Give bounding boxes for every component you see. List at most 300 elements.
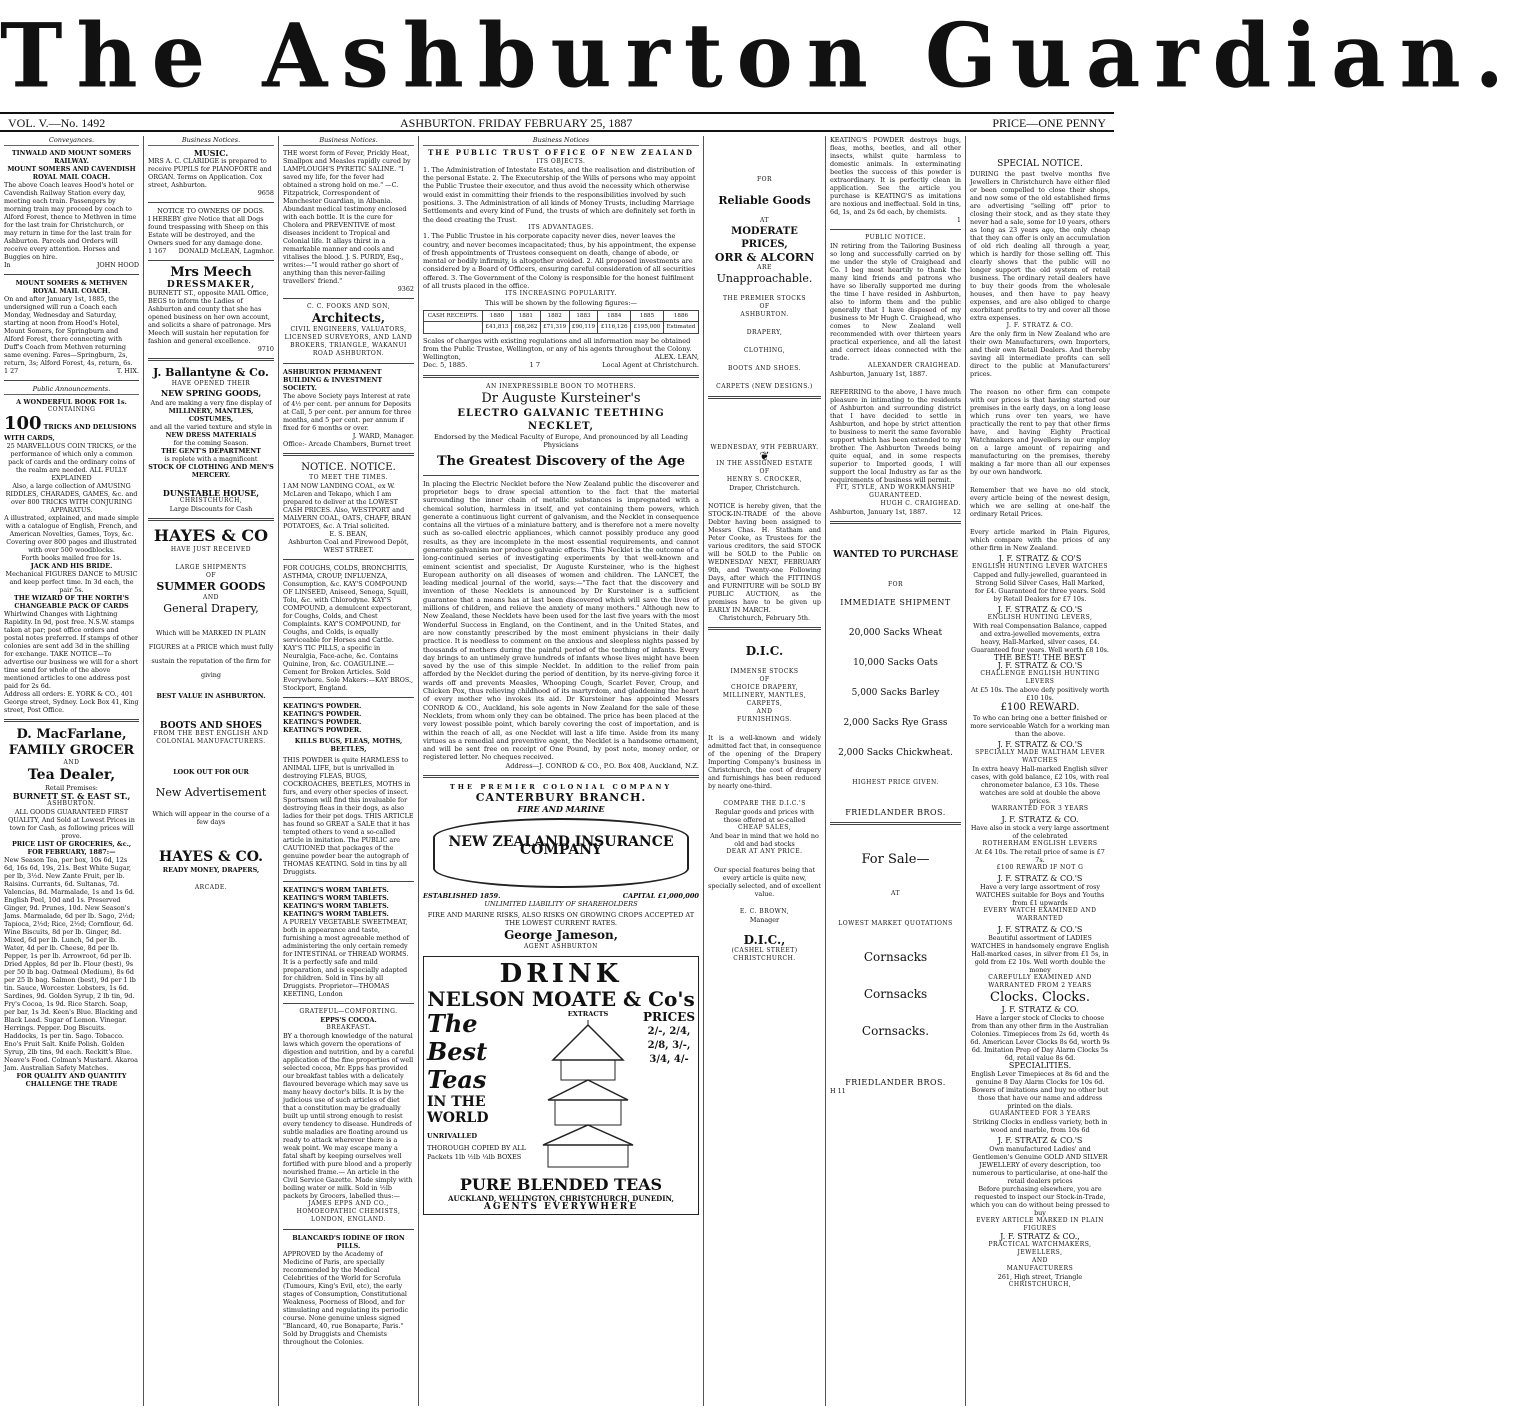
ad-text: HENRY S. CROCKER, [726,476,803,483]
ad-number: 9362 [397,285,414,293]
ad-text: AT [890,890,900,897]
ad-title: D.I.C., [743,933,786,947]
ad-body: FIRE AND MARINE RISKS, ALSO RISKS ON GROWING CROPS ACCEPTED AT THE LOWEST CURRENT RATES. [427,911,695,928]
ad-text: NEW SPRING GOODS, [160,388,262,398]
ad-text: AGENT ASHBURTON [524,942,598,950]
ad-text: CARPETS (NEW DESIGNS.) [716,383,813,390]
ad-kay [283,564,414,692]
ad-cornsacks [830,830,961,1095]
table-cell: £116,126 [598,322,631,333]
ad-body: On and after January 1st, 1885, the undersigned will run a Coach each Monday, Wednesday and Saturday, starting at noon from Hood's Hotel, Mount Somers, for Springburn and Alford Forest, there connecting with Duff's Coach from Methven returning same evening. Fares—Springburn, 2s, return, 3s; Alford Forest, 4s, return, 6s. [4,295,133,367]
section-head: Public Announcements. [4,385,139,395]
ad-text: IN THE ASSIGNED ESTATE [716,460,813,467]
section-head: Business Notices. [148,136,274,146]
ad-text: The [427,1009,478,1039]
ad-body: IN retiring from the Tailoring Business so long and successfully carried on by me under the style of Craighead and Co. I beg most heartily to thank the many kind friends and patrons who have so liberally supported me during the time I have resided in Ashburton, also to inform them and the public generally that I have disposed of my business to Mr Hugh C. Craighead, who comes to New Zealand well recommended with over thirteen years practical experience, and all the latest and correct ideas connected with the trade. [830,242,961,362]
ad-date: WEDNESDAY, 9TH FEBRUARY. [710,444,819,451]
ad-title: GRATEFUL—COMFORTING. [299,1008,398,1015]
ad-signature: George Jameson, [504,927,618,942]
receipts-table [423,310,699,334]
ad-body: DURING the past twelve months five Jewellers in Christchurch have either filed or been compelled to close their shops, and now some of the old established firms are advertising "selling off" prior to closing their stock, and as they state they never had a sale, some for 10 years, others as long as 23 years ago, the only cheap that they can offer is only an accumulation of old rich dealing all through a year, which is hardly for those selling off. This clearly shows that the public will no longer support the old system of retail business. The ordinary retail dealers have to buy their goods from the wholesale houses, and then have to pay heavy expenses, and are also obliged to charge exorbitant profits to try and cover all those extra expenses. [970,170,1110,322]
ad-text: CLOTHING, [743,347,786,354]
section-head: Conveyances. [4,136,139,146]
ad-title: THE PUBLIC TRUST OFFICE OF NEW ZEALAND [428,148,694,158]
ad-text: MODERATE PRICES, [731,226,798,250]
ad-line: KEATING'S POWDER. [283,702,362,710]
ad-text: AT [759,217,769,224]
ad-title: HAYES & CO [153,526,269,545]
section-head: Business Notices. [283,136,414,146]
ad-firm: J. F. STRATZ & CO.'S [997,740,1083,749]
ad-body: A illustrated, explained, and made simple with a catalogue of English, French, and American Novelties, Games, Toys, &c. Covering over 800 pages and illustrated with over 500 woodblocks. [4,514,139,554]
ad-title: Architects, [311,311,386,325]
ad-text: New Advertisement [155,786,267,799]
columns [0,136,1114,1411]
ad-title: D.I.C. [745,644,784,658]
ad-number: H 11 [830,1087,846,1095]
column-1 [0,136,143,1406]
ad-text: MILLINERY, MANTLES, COSTUMES, [168,407,254,423]
ad-orr-alcorn [708,136,821,391]
ad-dic [708,635,821,963]
ad-macfarlane-grocer [4,727,139,1088]
ad-product: ENGLISH HUNTING LEVER WATCHES [971,563,1109,570]
ad-title: Tea Dealer, [27,767,116,783]
ad-text: CONTAINING [47,406,96,413]
ad-hayes [148,526,274,892]
table-row [424,310,699,321]
ad-text: PURE BLENDED TEAS [459,1174,663,1194]
ad-firm: J. F. STRATZ & CO.'S [997,874,1083,883]
ad-item: 2,000 Sacks Chickwheat. [838,748,953,758]
ad-body: 25 MARVELLOUS COIN TRICKS, or the performance of which only a common pack of cards and the ordinary coins of the realm are needed. ALL FULLY EXPLAINED [6,442,137,482]
ad-place: Wellington, [423,353,461,362]
ad-title: PUBLIC NOTICE. [865,234,926,241]
ad-title: JACK AND HIS BRIDE. [30,562,113,570]
ad-signature: J. WARD, Manager. [352,432,414,440]
column-3 [278,136,418,1406]
ad-text: IMMEDIATE SHIPMENT [840,598,951,607]
ad-firm: J. F. STRATZ & CO.'S [997,605,1083,614]
ad-date: Dec. 5, 1885. [423,361,468,370]
ad-text: £100 REWARD. [1000,702,1080,713]
ad-text: Regular goods and prices with those offered at so-called [714,808,815,824]
ad-body: I AM NOW LANDING COAL, ex W. McLaren and Tekapo, which I am prepared to deliver at the LOWEST CASH PRICES. Also, WESTPORT and MALVERN COAL, OATS, CHAFF, BRAN POTATOES, &c. A Trial solicited. [283,482,412,530]
ad-body: It is a well-known and widely admitted fact that, in consequence of the opening of the Drapery Importing Company's business in Christchurch, the cost of drapery and furnishings has been reduced by nearly one-third. [708,734,821,790]
column-2 [143,136,278,1406]
ad-text: AUCKLAND, WELLINGTON, CHRISTCHURCH, DUNEDIN, [448,1193,674,1203]
ad-product: SPECIALLY MADE WALTHAM LEVER WATCHES [975,749,1105,764]
table-cell: 1885 [631,310,664,321]
ad-firm: J. F. STRATZ & CO'S [998,554,1082,563]
ad-address: Address—J. CONROD & CO., P.O. Box 408, Auckland, N.Z. [505,761,699,770]
ad-body: Have a larger stock of Clocks to choose from than any other firm in the Australian Colonies. Timepieces from 2s 6d, worth 4s 6d. American Lever Clocks 8s 6d, worth 9s 6d. Imitation Prep of Day Alarm Clocks 5s 6d, retail value 8s 6d. [970,1014,1110,1062]
ad-text: £100 REWARD IF NOT G [996,864,1084,871]
ad-text: UNLIMITED LIABILITY OF SHAREHOLDERS [484,899,638,908]
ad-subtitle: ITS ADVANTAGES. [528,223,594,231]
ad-ballantyne [148,366,274,513]
ad-title: KILLS BUGS, FLEAS, MOTHS, BEETLES, [294,737,403,753]
ad-body: APPROVED by the Academy of Medicine of Paris, are specially recommended by the Medical Celebrities of the World for Scrofula (Tumours, King's Evil, etc), the early stages of Consumption, Constitutional Weakness, Poorness of Blood, and for stimulating and regulating its periodic course. None genuine unless signed "Blancard, 40, rue Bonaparte, Paris." Sold by Druggists and Chemists throughout the Colonies. [283,1250,409,1346]
ad-title: PRICE LIST OF GROCERIES, &c., [11,840,132,848]
ad-fooks [283,303,414,358]
ad-text: Best Teas [427,1037,488,1095]
ad-body: BURNETT ST., opposite MAIL Office, BEGS to inform the Ladies of Ashburton and county that she has opened business on her own account, and solicits a share of patronage. Mrs Meech will sustain her reputation for fashion and general excellence. [148,289,272,345]
ad-text: TRICKS AND DELUSIONS WITH CARDS, [4,423,137,442]
ad-text: IN THE WORLD [427,1094,489,1127]
ad-body: Striking Clocks in endless variety, both in wood and marble, from 10s 6d [972,1118,1108,1134]
ad-date: Christchurch, February 5th. [719,614,810,622]
ad-body: REFERRING to the above, I have much pleasure in intimating to the residents of Ashburton and surrounding district that I have decided to settle in Ashburton, and hope by strict attention to business to merit the same favorable support which has been extended to my brother. The Ashburton Tweeds being quite equal, and in some respects superior to Imported goods, I will support the local Industry as far as the requirements of business will permit. [830,388,961,484]
ad-signature: DONALD McLEAN, Lagmhor. [178,247,274,255]
flourish-icon: ❦ [759,449,770,463]
ad-text: LOOK OUT FOR OUR [173,768,249,776]
ad-title: J. Ballantyne & Co. [153,366,269,379]
ad-firm: J. F. STRATZ & CO. [1006,322,1074,329]
ad-agent: Local Agent at Christchurch. [602,361,699,370]
table-cell: 1883 [569,310,598,321]
ad-body: The above Coach leaves Hood's hotel or Cavendish Railway Station every day, meeting each train. Passengers by morning train may proceed by coach to Alford Forest, thence to Methven in time for the last train for Christchurch, or may return in time for the last train for Ashburton. Parcels and Orders will receive every attention. Horses and Buggies on hire. [4,181,137,261]
ad-body: Are the only firm in New Zealand who are their own Manufacturers, own Importers, and their own Retail Dealers. And thereby saving all intermediate profits can sell direct to the public at Manufacturers' prices. [970,330,1110,378]
ad-text: COMPARE THE D.I.C.'S [723,800,806,807]
ad-text: DUNSTABLE HOUSE, [162,488,260,498]
ad-product: CHALLENGE ENGLISH HUNTING LEVERS [980,670,1100,685]
ad-capital: CAPITAL £1,000,000 [622,891,699,900]
ad-text: FROM THE BEST ENGLISH AND COLONIAL MANUFACTURERS. [153,730,269,745]
ad-text: ASHBURTON. [47,800,96,807]
table-cell: £90,119 [569,322,598,333]
ad-text: And are making a very fine display of [150,399,272,407]
ad-text: THE PREMIER STOCKS [723,295,806,302]
ad-brand: NELSON MOATE & Co's [427,987,695,1012]
ad-text: LARGE SHIPMENTS [175,564,247,571]
ad-public-trust [423,149,699,369]
ad-coach-1 [4,149,139,269]
ad-body: Scales of charges with existing regulations and all information may be obtained from the Public Trustee, Wellington, or any of his agents throughout the Colony. [423,336,692,353]
ad-text: OF [759,303,770,310]
dateline [0,112,1114,132]
ad-text: AND [203,594,219,601]
ad-body: English Lever Timepieces at 8s 6d and the genuine 8 Day Alarm Clocks for 10s 6d. Bowers of imitations and buy no other but those that have our name and address printed on the dials. [970,1070,1110,1110]
ad-title: A WONDERFUL BOOK FOR 1s. [16,398,127,406]
ad-subtitle: ITS INCREASING POPULARITY. [505,290,617,298]
ad-text: PRICES [643,1010,695,1025]
ad-title: THE PREMIER COLONIAL COMPANY [449,783,673,791]
ad-item: 20,000 Sacks Wheat [848,628,943,638]
ad-text: BOOTS AND SHOES. [727,365,802,372]
ad-firm: J. F. STRATZ & CO., [1000,1232,1080,1241]
ad-body: In placing the Electric Necklet before the New Zealand public the discoverer and proprietor begs to draw special attention to the fact that the material surrounding the inner chain of metallic substances is impregnated with a chemical solution, harmless in itself, and yet containing them powers, which generate a continuous light current of galvanism, and the Necklet in consequence contains all the virtues of a miniature battery, and is therefore not a mere novelty such as so-called electric appliances, which cannot possibly produce any good results, as they are incomplete in the most essential requirements, and cannot generate galvanism nor produce galvanic effects. This Necklet is the outcome of a long-continued series of investigating experiments by that well-known and eminent scientist and specialist, Dr Auguste Kursteiner, who is the highest European authority on all diseases of women and children. The LANCET, the leading medical journal of the world, says:—"The fact that the discovery and invention of these Necklets is announced by Dr Kursteiner is a sufficient guarantee that a means has at last been discovered which will save the lives of millions of children, and relieve the anxiety of many mothers." Although new to New Zealand, these Necklets have been used for the last five years with the most Wonderful Success in England, on the Continent, and in the United States, and are now constantly prescribed by the most eminent physicians in their daily practice. It is needless to comment on the anxious and sleepless nights passed by thousands of mothers during the painful period of the teething of infants. Every day brings to an untimely grave hundreds of infants whose lives might have been saved by the use of this simple Necklet. In addition to the relief from pain afforded by the Necklet during the period of dentition, by its nerve-giving force it wards off and prevents Measles, Whooping Cough, Scarlet Fever, Croup, and Chicken Pox, thus relieving childhood of its martyrdom, and gladdening the heart of every mother who invokes its aid. Dr Kursteiner has appointed Messrs CONROD & CO., Auckland, his sole agents in New Zealand for the sale of these Necklets, from whom only they can be obtained. The price has been placed at the very lowest possible point, which barely covering the cost of importation, and is within the reach of all, as one Necklet will last a life time. Aside from its many virtues as a remedial and preventive agent, the Necklet is a handsome ornament, and will be sent free on receipt of One Pound, by post note, money order, or registered letter. No cheques received. [423,479,699,762]
ad-body: Our special features being that every article is quite new, specially selected, and of excellent value. [708,866,821,898]
ad-body: BY a thorough knowledge of the natural laws which govern the operations of digestion and nutrition, and by a careful application of the fine properties of well selected cocoa, Mr. Epps has provided our breakfast tables with a delicately flavoured beverage which may save us many heavy doctor's bills. It is by the judicious use of such articles of diet that a constitution may be gradually built up until strong enough to resist every tendency to disease. Hundreds of subtle maladies are floating around us ready to attack wherever there is a weak point. We may escape many a fatal shaft by keeping ourselves well fortified with pure blood and a properly nourished frame.— An article in the Civil Service Gazette. Made simply with boiling water or milk. Sold in ½lb packets by Grocers, labelled thus:— [283,1032,414,1200]
ad-text: Unapproachable. [716,272,813,285]
ad-text: BOOTS AND SHOES [159,721,263,731]
ad-title: D. MacFarlane, [16,727,127,742]
ad-item: 5,000 Sacks Barley [851,688,940,698]
ad-signature: HUGH C. CRAIGHEAD. [880,500,961,507]
ad-body: I HEREBY give Notice that all Dogs found trespassing with Sheep on this Estate will be destroyed, and the Owners sued for any damage done. [148,215,269,247]
ad-text: EVERY ARTICLE MARKED IN PLAIN FIGURES [976,1217,1104,1232]
table-cell: 1886 [663,310,698,321]
ad-date: Ashburton, January 1st, 1887. [830,370,928,378]
ad-text: Which will appear in the course of a few days [152,810,270,826]
ad-address: Ashburton Coal and Firewood Depôt, WEST STREET. [288,538,409,554]
ad-text: DRAPERY, [746,329,783,336]
ad-body: Have a very large assortment of rosy WATCHES suitable for Boys and Youths from £1 upwards [975,883,1105,907]
ad-signature: ALEXANDER CRAIGHEAD. [867,362,961,369]
ad-number: 9658 [257,189,274,197]
ad-text: MILLINERY, MANTLES, [722,692,807,699]
ad-text: STOCK OF CLOTHING AND MEN'S MERCERY. [148,463,274,479]
ad-text: NEW DRESS MATERIALS [165,431,257,439]
ad-firm: J. F. STRATZ & CO. [1001,1005,1079,1014]
ad-line: KEATING'S WORM TABLETS. [283,902,389,910]
ad-text: is replete with a magnificent [164,455,258,463]
ad-text: WARRANTED FOR 3 YEARS [991,805,1089,812]
ad-big-number: 100 [4,413,42,434]
ad-text: OF [759,676,770,683]
ad-text: CHRISTCHURCH, [1008,1281,1072,1288]
table-cell: £195,000 [631,322,664,333]
ad-title: SPECIALITIES. [1008,1061,1072,1070]
ad-address: BURNETT ST. & EAST ST., [12,791,131,801]
ad-body: MRS A. C. CLARIDGE is prepared to receive PUPILS for PIANOFORTE and ORGAN. Terms on Application. Cox street, Ashburton. [148,157,272,189]
ad-text: Draper, Christchurch. [729,484,800,492]
ad-wonderful-book [4,398,139,714]
ad-text: UNRIVALLED [427,1132,478,1141]
ad-coal [283,461,414,554]
ad-body: Every article marked in Plain Figures, which compare with the prices of any other firm in New Zealand. [970,528,1110,552]
pagoda-illustration [533,1020,643,1170]
ad-subtitle: ELECTRO GALVANIC TEETHING NECKLET, [457,408,665,433]
ad-footer: FOR QUALITY AND QUANTITY CHALLENGE THE TRADE [16,1072,127,1088]
ad-body: KEATING'S POWDER destroys bugs, fleas, moths, beetles, and all other insects, whilst quite harmless to domestic animals. In exterminating beetles the success of this powder is extraordinary. It is perfectly clean in application. See the article you purchase is KEATING'S as imitations are noxious and ineffectual. Sold in tins, 6d, 1s, and 2s 6d each, by chemists. [830,136,961,216]
ad-established: ESTABLISHED 1859. [423,891,501,900]
ad-signature: E. C. BROWN, [739,908,790,915]
ad-keating-short [830,136,961,224]
column-4 [418,136,703,1406]
ad-signature: T. HIX. [116,367,139,375]
ad-text: FURNISHINGS. [737,716,792,723]
table-cell: £68,262 [511,322,540,333]
ad-body: In extra heavy Hall-marked English silver cases, with gold balance, £2 10s, with real chronometer balance, £3 10s. These watches are sold at double the above prices. [971,765,1109,805]
ad-music [148,149,274,197]
ad-body: Own manufactured Ladies' and Gentlemen's Genuine GOLD AND SILVER JEWELLERY of every description, too numerous to particularise, at one-half the retail dealers prices [972,1145,1108,1185]
ad-signature: FRIEDLANDER BROS. [845,1078,946,1087]
ad-text: And bear in mind that we hold no old and bad stocks [710,832,819,848]
ad-text: CHOICE DRAPERY, [731,684,798,691]
ad-title: EPPS'S COCOA. [320,1016,377,1024]
ad-headline: The Greatest Discovery of the Age [436,453,686,469]
ad-blancard [283,1234,414,1346]
ad-title: C. C. FOOKS AND SON, [307,303,390,310]
ad-body: At £4 10s. The retail price of same is £7 7s. [975,848,1105,864]
ad-text: THOROUGH COPIED BY ALL Packets 1lb ½lb ¼lb BOXES [427,1144,526,1161]
ad-address: Address all orders: E. YORK & CO., 401 George street, Sydney. Lock Box 41, King street, Post Office. [4,690,139,714]
price: PRICE—ONE PENNY [992,116,1106,130]
ad-title: NOTICE. NOTICE. [301,462,396,473]
ad-item: Cornsacks [863,950,928,964]
ad-body: The above Society pays Interest at rate of 4½ per cent. per annum for Deposits at Call, 5 per cent. per annum for three months, and 5 per cent. per annum if fixed for 6 months or over. [283,392,412,432]
ad-text: EVERY WATCH EXAMINED AND WARRANTED [983,907,1097,922]
ad-body: 1. The Public Trustee in his corporate capacity never dies, never leaves the country, and never becomes incapacitated; thus, by his appointment, the expense of fresh appointments of Trustees consequent on death, change of abode, or mental or bodily infirmity, is altogether avoided. 2. All proposed investments are considered by a Board of Officers, ensuring careful consideration of all securities offered. 3. The Government of the Colony is responsible for the honest fulfilment of all trusts placed in the office. [423,232,696,291]
ad-body: Also, a large collection of AMUSING RIDDLES, CHARADES, GAMES, &c. and over 800 TRICKS WITH CONJURING APPARATUS. [5,482,138,514]
ad-body: Mechanical FIGURES DANCE to MUSIC and keep perfect time. In 3d each, the pair 5s. [5,570,138,594]
ad-product: ENGLISH HUNTING LEVERS, [987,614,1093,621]
ad-body: At £5 10s. The above defy positively worth £10 10s. [971,686,1109,702]
ad-text: IMMENSE STOCKS [730,668,799,675]
ad-text: CHEAP SALES, [737,824,792,831]
ad-stratz [970,136,1110,1289]
ad-subtitle: MOUNT SOMERS AND CAVENDISH ROYAL MAIL COACH. [7,165,136,181]
ad-text: OF [759,468,770,475]
table-cell: 1884 [598,310,631,321]
logo-text: NEW ZEALAND INSURANCE COMPANY [448,833,674,858]
ad-text: READY MONEY, DRAPERS, [162,866,260,874]
ad-line: KEATING'S WORM TABLETS. [283,894,389,902]
ad-title: NOTICE TO OWNERS OF DOGS. [157,207,265,215]
ad-body: To who can bring one a better finished or more serviceable Watch for a working man than the above. [970,714,1110,738]
ad-text: Manager [749,916,780,924]
ad-coach-2 [4,279,139,375]
ad-kicker: AN INEXPRESSIBLE BOON TO MOTHERS. [486,382,636,390]
ad-text: Endorsed by the Medical Faculty of Europe, And pronounced by all Leading Physicians [434,433,688,450]
ad-subtitle: TO MEET THE TIMES. [309,474,388,481]
ad-title: MUSIC. [193,148,229,158]
ad-text: and all the varied texture and style in [150,423,272,431]
ad-item: Cornsacks [863,987,928,1001]
ad-text: ASHBURTON. [740,311,789,318]
ad-fever [283,149,414,293]
ad-text: HAVE OPENED THEIR [171,380,251,387]
ad-text: PRACTICAL WATCHMAKERS, JEWELLERS, [988,1241,1092,1256]
ad-text: for the coming Season. [173,439,249,447]
table-cell: £41,813 [483,322,512,333]
ad-text: GUARANTEED FOR 3 YEARS [989,1110,1091,1117]
ad-text: CARPETS, [746,700,783,707]
volume-number: VOL. V.—No. 1492 [8,116,106,130]
ad-text: AND [1032,1257,1048,1264]
ad-craighead [830,234,961,516]
ad-place: In [4,261,11,269]
ad-title: MOUNT SOMERS & METHVEN ROYAL MAIL COACH. [15,279,128,295]
ad-signature: ALEX. LEAN, [654,353,699,362]
ad-dogs [148,207,274,255]
ad-text: FIRE AND MARINE [517,804,605,815]
ad-text: This will be shown by the following figures:— [484,298,638,307]
ad-item: Cornsacks. [861,1024,930,1038]
ad-keating-powder [283,702,414,876]
ad-text: CAREFULLY EXAMINED AND WARRANTED FROM 2 YEARS [988,974,1092,989]
ad-text: EXTRACTS [567,1010,609,1019]
ad-title: DRINK [499,959,623,990]
ad-text: HIGHEST PRICE GIVEN. [852,779,939,786]
ad-text: CHRISTCHURCH. [733,955,796,962]
ad-text: LOWEST MARKET QUOTATIONS [838,920,953,927]
ad-signature: JAMES EPPS AND CO., HOMOEOPATHIC CHEMISTS, LONDON, ENGLAND. [296,1200,401,1223]
ad-body: CIVIL ENGINEERS, VALUATORS, LICENSED SURVEYORS, AND LAND BROKERS, TRIANGLE, WAKANUI ROAD ASHBURTON. [284,326,413,357]
ad-text: ARCADE. [194,884,228,891]
insurance-logo [433,818,689,888]
column-6 [825,136,965,1406]
ad-title: ASHBURTON PERMANENT BUILDING & INVESTMENT SOCIETY. [283,368,383,392]
ad-body: ALL GOODS GUARANTEED FIRST QUALITY, And Sold at Lowest Prices in town for Cash, as following prices will prove. [8,808,135,840]
ad-body: With real Compensation Balance, capped and extra-jewelled movements, extra heavy, Hall-Marked, silver cases, £4. Guaranteed four years. Well worth £8 10s. [971,622,1109,654]
ad-body: Remember that we have no old stock, every article being of the newest design, which we are selling at one-half the ordinary Retail Prices. [970,486,1110,518]
ad-text: CHRISTCHURCH, [179,497,243,504]
ad-text: FIT, STYLE, AND WORKMANSHIP GUARANTEED. [835,484,956,499]
ad-number: 1 27 [4,367,19,375]
ad-line: KEATING'S POWDER. [283,726,362,734]
column-7 [965,136,1114,1406]
ad-number: 1 7 [529,361,541,370]
ad-title: SPECIAL NOTICE. [997,159,1083,169]
ad-title: Dr Auguste Kursteiner's [481,391,641,407]
ad-text: Retail Premises: [45,784,98,792]
ad-subtitle: DRESSMAKER, [166,280,256,290]
ad-text: AGENTS EVERYWHERE [483,1201,639,1212]
ad-title: FAMILY GROCER [8,743,135,758]
ad-body: THE worst form of Fever, Prickly Heat, Smallpox and Measles rapidly cured by LAMPLOUGH'S PYRETIC SALINE. "I saved my life, for the fever had obtained a strong hold on me." —C. Fitzpatrick, Correspondent of Manchester Guardian, in Albania. Abundant medical testimony enclosed with each bottle. It is the cure for Cholera and PREVENTIVE of most diseases incident to Tropical and Colonial life. It allays thirst in a remarkable manner and cools and vitalises the blood. J. S. PURDY, Esq., writes:—"I would rather go short of anything than this never-failing travellers' friend." [283,149,411,285]
ad-title: HAYES & CO. [159,849,263,865]
table-cell: 1881 [511,310,540,321]
ad-body: The reason no other firm can compete with our prices is that having started our premises in the early days, on a long lease which runs over ten years, we have practically the rent to pay that other firms have, and having Eighty Practical Watchmakers and Jewellers in our employ on a large amount of repairing and manufacturing on the premises, thereby making a far more than all our expenses by our own handwork. [970,388,1110,476]
ad-number: 9710 [257,345,274,353]
ad-product: ROTHERHAM ENGLISH LEVERS [982,840,1098,847]
ad-signature: FRIEDLANDER BROS. [845,808,946,817]
ad-number: 1 167 [148,247,167,255]
ad-body: Beautiful assortment of LADIES WATCHES in handsomely engrave English Hall-marked cases, in silver from £1 5s, in gold from £2 10s. Well worth double the money [971,934,1109,974]
place-date: ASHBURTON. FRIDAY FEBRUARY 25, 1887 [400,116,633,130]
ad-text: FOR [756,176,773,183]
ad-keating-worm [283,886,414,998]
ad-body: NOTICE is hereby given, that the STOCK-IN-TRADE of the above Debtor having been assigned to Messrs Chas. H. Statham and Peter Cooke, as Trustees for the various creditors, the said STOCK will be SOLD to the Public on WEDNESDAY NEXT, FEBRUARY 9th, and Twenty-one Following Days, after which the FITTINGS and FURNITURE will be SOLD BY PUBLIC AUCTION, as the premises have to be given up EARLY IN MARCH. [708,502,821,614]
ad-address: 261, High street, Triangle [997,1273,1083,1281]
ad-subtitle: CANTERBURY BRANCH. [475,791,647,805]
ad-body: Capped and fully-jewelled, guaranteed in Strong Solid Silver Cases, Hall Marked, for £4. Guaranteed for three years. Sold by Retail Dealers for £7 10s. [973,571,1107,603]
ad-kursteiner [423,383,699,770]
ad-title: WANTED TO PURCHASE [832,550,958,560]
ad-number: 1 [956,216,961,224]
masthead [0,0,1518,112]
ad-body: THIS POWDER is quite HARMLESS to ANIMAL LIFE, but is unrivalled in destroying FLEAS, BUGS, COCKROACHES, BEETLES, MOTHS in furs, and every other species of insect. Sportsmen will find this invaluable for destroying fleas in their dogs, as also ladies for their pet dogs. THIS ARTICLE has found so GREAT a SALE that it has tempted others to vend a so-called article in imitation. The PUBLIC are CAUTIONED that packages of the genuine powder bear the autograph of THOMAS KEATING. Sold in tins by all Druggists. [283,756,414,876]
ad-text: THE GENT'S DEPARTMENT [161,447,261,455]
ad-text: AND [756,708,773,715]
ad-text: Reliable Goods [718,194,811,207]
ad-body: A PURELY VEGETABLE SWEETMEAT, both in appearance and taste, furnishing a most agreeable method of administering the only certain remedy for INTESTINAL or THREAD WORMS. It is a perfectly safe and mild preparation, and is especially adapted for children. Sold in Tins by all Druggists. Proprietor—THOMAS KEETING, London [283,918,409,998]
ad-text: (CASHEL STREET) [731,947,798,954]
ad-text: General Drapery, [163,602,259,615]
table-cell: 1880 [483,310,512,321]
ad-title: BLANCARD'S IODINE OF IRON PILLS. [292,1234,405,1250]
ad-address: Office:- Arcade Chambers, Burnet treet [283,440,411,448]
ad-line: KEATING'S POWDER. [283,718,362,726]
ad-title: Mrs Meech [170,265,252,280]
ad-firm: J. F. STRATZ & CO.'S [997,661,1083,670]
ad-body: FOR COUGHS, COLDS, BRONCHITIS, ASTHMA, CROUP, INFLUENZA, Consumption, &c. KAY'S COMPOUND OF LINSEED, Aniseed, Senega, Squill, Tolu, &c. with Chlorodyne. KAY'S COMPOUND, a demulcent expectorant, for Coughs, Colds, and Chest Complaints. KAY'S COMPOUND, for Coughs, and Colds, is equally serviceable for Horses and Cattle. KAY'S TIC PILLS, a specific in Neuralgia, Face-ache, &c. Contains Quinine, Iron, &c. COAGULINE.—Cement for Broken Articles. Sold Everywhere. Sole Makers:—KAY BROS., Stockport, England. [283,564,414,692]
ad-title: Clocks. Clocks. [990,990,1090,1005]
table-cell: 1882 [540,310,569,321]
ad-line: KEATING'S WORM TABLETS. [283,910,389,918]
ad-text: ARE [757,264,772,271]
ad-permanent [283,368,414,448]
ad-firm: J. F. STRATZ & CO.'S [997,1136,1083,1145]
ad-number: 12 [952,508,961,516]
ad-signature: JOHN HOOD [96,261,139,269]
ad-firm: J. F. STRATZ & CO.'S [997,925,1083,934]
ad-text: DEAR AT ANY PRICE. [726,848,803,855]
ad-firm: J. F. STRATZ & CO. [1001,815,1079,824]
